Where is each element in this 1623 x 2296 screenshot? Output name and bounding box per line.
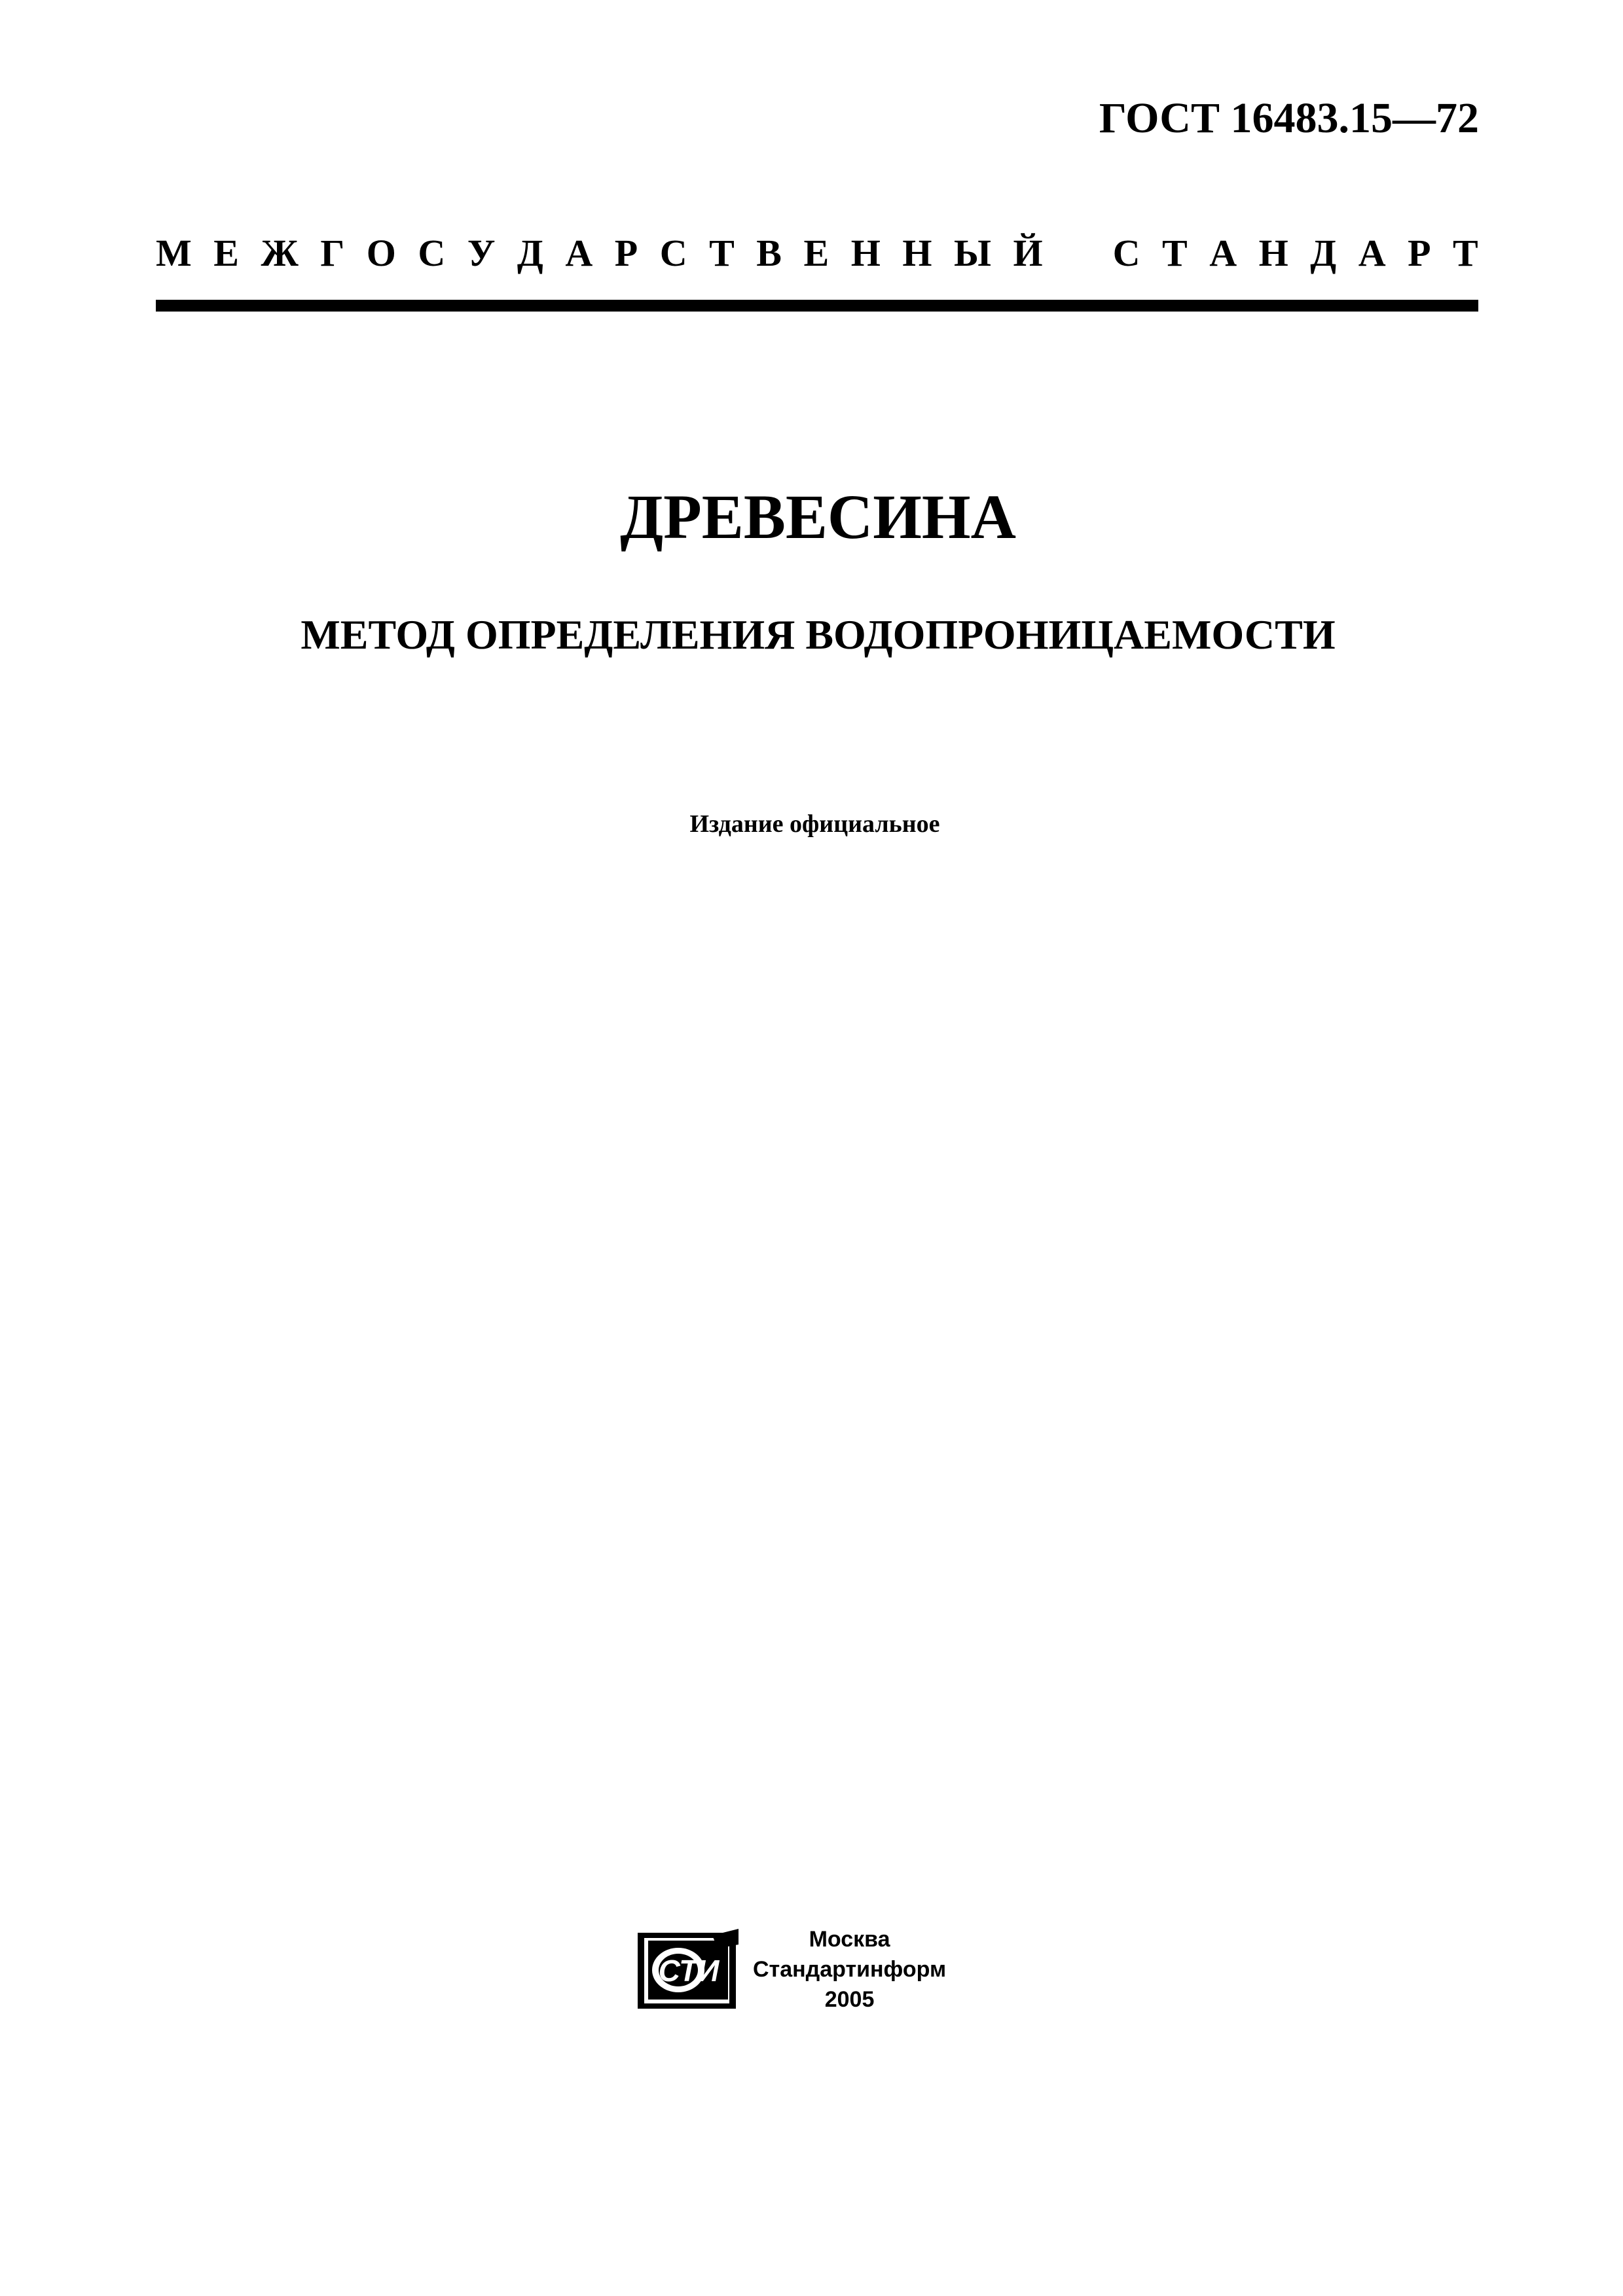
publisher-year: 2005	[824, 1987, 875, 2012]
standard-type-letter: У	[467, 232, 496, 274]
standard-type-letter: Р	[1408, 232, 1431, 274]
publisher-text	[753, 1924, 946, 2015]
standard-type-letter: Т	[1453, 232, 1478, 274]
standard-type-letter: С	[659, 232, 687, 274]
publisher-name: Стандартинформ	[753, 1957, 947, 1982]
standard-type-letter: Ж	[261, 232, 299, 274]
standard-type-letter: Н	[902, 232, 932, 274]
standard-type-letter: Д	[517, 232, 543, 274]
standard-type-letter: Т	[709, 232, 735, 274]
word-gap	[1065, 234, 1091, 272]
standard-type-letter: А	[1209, 232, 1237, 274]
standard-type-letter: Е	[803, 232, 830, 274]
standard-type-letter: Е	[213, 232, 239, 274]
publisher-city: Москва	[809, 1927, 890, 1952]
standard-type-letter: В	[756, 232, 782, 274]
standard-type-letter: Ы	[953, 232, 991, 274]
publisher-block	[635, 1924, 946, 2015]
header-rule	[156, 300, 1478, 312]
logo-letters: СТИ	[658, 1954, 720, 1988]
standard-type-letter: С	[1112, 232, 1140, 274]
standard-type-letter: А	[1358, 232, 1386, 274]
standard-type-letter: С	[418, 232, 446, 274]
standard-type-letter: Д	[1310, 232, 1337, 274]
publisher-logo-icon	[635, 1926, 741, 2013]
standard-type-letter: Т	[1162, 232, 1188, 274]
standard-type-letter: Г	[320, 232, 345, 274]
gost-number: ГОСТ 16483.15—72	[1099, 94, 1479, 142]
edition-note: Издание официальное	[689, 810, 940, 838]
standard-type-letter: Р	[614, 232, 638, 274]
document-title: ДРЕВЕСИНА	[620, 482, 1016, 552]
standard-type-letter: Н	[1258, 232, 1288, 274]
standard-type-letter: А	[565, 232, 593, 274]
standard-type-letter: О	[366, 232, 396, 274]
standard-type-letter: Й	[1013, 232, 1043, 274]
standard-type-letter: М	[156, 232, 192, 274]
standard-type-letter: Н	[850, 232, 881, 274]
standard-type-line	[156, 234, 1478, 272]
document-subtitle: МЕТОД ОПРЕДЕЛЕНИЯ ВОДОПРОНИЦАЕМОСТИ	[301, 611, 1336, 658]
